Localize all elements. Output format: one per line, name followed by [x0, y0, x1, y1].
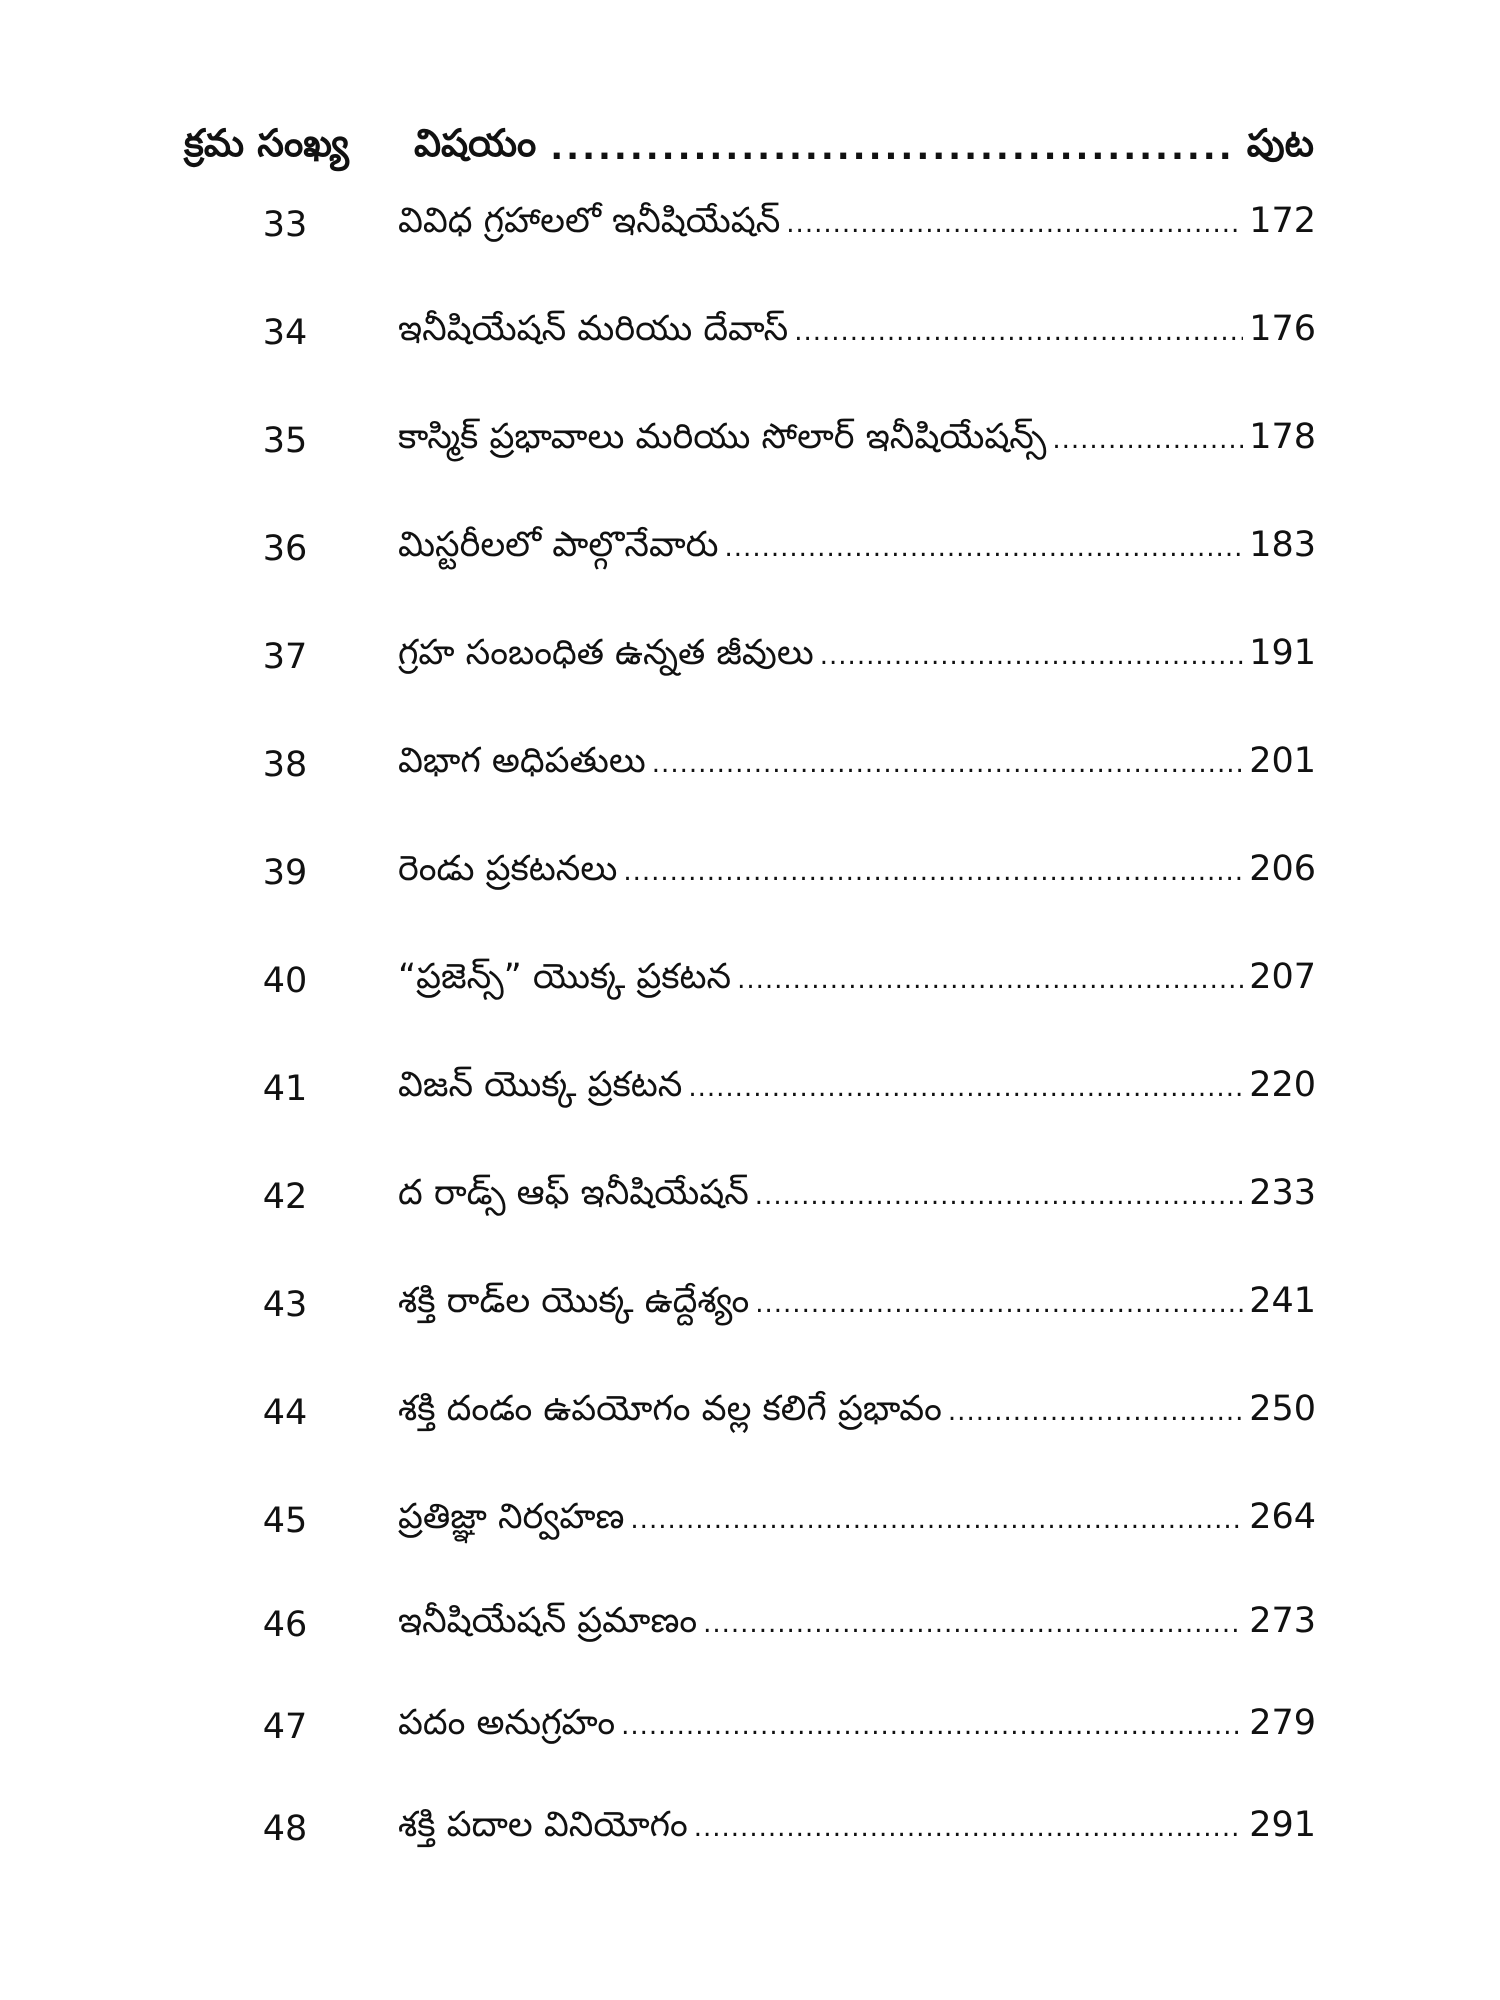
- entry-page: 279: [1249, 1703, 1316, 1743]
- entry-page: 250: [1249, 1389, 1316, 1429]
- dot-leader: [794, 317, 1243, 347]
- entry-number: 43: [262, 1285, 308, 1325]
- entry-page: 241: [1249, 1281, 1316, 1321]
- entry-title: విజన్ యొక్క ప్రకటన: [398, 1065, 683, 1105]
- toc-row: [0, 1270, 1500, 1340]
- entry-page: 183: [1249, 525, 1316, 565]
- entry-title: ప్రతిజ్ఞా నిర్వహణ: [398, 1497, 625, 1537]
- entry: [398, 309, 1316, 357]
- entry-page: 191: [1249, 633, 1316, 673]
- entry: [398, 1065, 1316, 1113]
- entry-page: 220: [1249, 1065, 1316, 1105]
- entry: [398, 1389, 1316, 1437]
- entry-number: 36: [262, 529, 308, 569]
- entry-number: 44: [262, 1393, 308, 1433]
- header-dot-leader: [550, 118, 1232, 178]
- entry: [398, 1173, 1316, 1221]
- entry-number: 46: [262, 1605, 308, 1645]
- entry: [398, 201, 1316, 249]
- toc-row: [0, 1692, 1500, 1762]
- dot-leader: [1052, 425, 1243, 455]
- entry-title: కాస్మిక్ ప్రభావాలు మరియు సోలార్ ఇనీషియేషన్స్: [398, 417, 1047, 457]
- toc-row: [0, 1054, 1500, 1124]
- entry-number: 38: [262, 745, 308, 785]
- entry-page: 273: [1249, 1601, 1316, 1641]
- dot-leader: [621, 1711, 1243, 1741]
- entry: [398, 1601, 1316, 1649]
- dot-leader: [725, 533, 1244, 563]
- entry: [398, 1805, 1316, 1853]
- toc-row: [0, 1162, 1500, 1232]
- entry-title: పదం అనుగ్రహం: [398, 1703, 616, 1743]
- toc-row: [0, 1486, 1500, 1556]
- entry-number: 35: [262, 421, 308, 461]
- entry-page: 201: [1249, 741, 1316, 781]
- entry-title: విభాగ అధిపతులు: [398, 741, 646, 781]
- entry-page: 172: [1249, 201, 1316, 241]
- dot-leader: [755, 1181, 1243, 1211]
- entry-title: ఇనీషియేషన్ ప్రమాణం: [398, 1601, 698, 1641]
- entry-title: శక్తి పదాల వినియోగం: [398, 1805, 688, 1845]
- entry-title: శక్తి దండం ఉపయోగం వల్ల కలిగే ప్రభావం: [398, 1389, 942, 1429]
- toc-row: [0, 730, 1500, 800]
- entry: [398, 525, 1316, 573]
- dot-leader: [630, 1505, 1243, 1535]
- entry-title: వివిధ గ్రహాలలో ఇనీషియేషన్: [398, 201, 781, 241]
- toc-row: [0, 1590, 1500, 1660]
- dot-leader: [948, 1397, 1243, 1427]
- entry-page: 264: [1249, 1497, 1316, 1537]
- toc-row: [0, 190, 1500, 260]
- toc-row: [0, 406, 1500, 476]
- entry-title: ఇనీషియేషన్ మరియు దేవాస్: [398, 309, 789, 349]
- entry-number: 40: [262, 961, 308, 1001]
- dot-leader: [820, 641, 1243, 671]
- entry: [398, 849, 1316, 897]
- page-heading: పుట: [1246, 121, 1314, 165]
- toc-row: [0, 622, 1500, 692]
- serial-number-heading: క్రమ సంఖ్య: [184, 121, 349, 165]
- dot-leader: [623, 857, 1243, 887]
- entry-page: 206: [1249, 849, 1316, 889]
- entry-number: 37: [262, 637, 308, 677]
- toc-row: [0, 514, 1500, 584]
- entry: [398, 633, 1316, 681]
- entry-number: 33: [262, 205, 308, 245]
- toc-row: [0, 298, 1500, 368]
- entry-number: 47: [262, 1707, 308, 1747]
- toc-row: [0, 946, 1500, 1016]
- entry-number: 34: [262, 313, 308, 353]
- dot-leader: [786, 209, 1243, 239]
- dot-leader: [737, 965, 1243, 995]
- entry-page: 176: [1249, 309, 1316, 349]
- entry-number: 48: [262, 1809, 308, 1849]
- entry: [398, 1703, 1316, 1751]
- entry: [398, 957, 1316, 1005]
- entry: [398, 741, 1316, 789]
- toc-row: [0, 838, 1500, 908]
- entry-title: ద రాడ్స్ ఆఫ్ ఇనీషియేషన్: [398, 1173, 749, 1213]
- toc-header: [184, 118, 1314, 178]
- entry-number: 39: [262, 853, 308, 893]
- entry-title: మిస్టరీలలో పాల్గొనేవారు: [398, 525, 719, 565]
- entry-title: శక్తి రాడ్‌ల యొక్క ఉద్దేశ్యం: [398, 1281, 750, 1321]
- toc-row: [0, 1794, 1500, 1864]
- entry-title: గ్రహ సంబంధిత ఉన్నత జీవులు: [398, 633, 814, 673]
- entry-page: 178: [1249, 417, 1316, 457]
- entry: [398, 417, 1316, 465]
- entry-page: 291: [1249, 1805, 1316, 1845]
- topic-heading: విషయం: [414, 121, 537, 165]
- entry-number: 41: [262, 1069, 308, 1109]
- entry: [398, 1281, 1316, 1329]
- entry-number: 42: [262, 1177, 308, 1217]
- entry-title: “ప్రజెన్స్” యొక్క ప్రకటన: [398, 957, 732, 997]
- entry-page: 233: [1249, 1173, 1316, 1213]
- entry: [398, 1497, 1316, 1545]
- entry-title: రెండు ప్రకటనలు: [398, 849, 618, 889]
- dot-leader: [694, 1813, 1243, 1843]
- dot-leader: [652, 749, 1243, 779]
- dot-leader: [703, 1609, 1243, 1639]
- dot-leader: [688, 1073, 1243, 1103]
- entry-number: 45: [262, 1501, 308, 1541]
- dot-leader: [755, 1289, 1243, 1319]
- entry-page: 207: [1249, 957, 1316, 997]
- toc-row: [0, 1378, 1500, 1448]
